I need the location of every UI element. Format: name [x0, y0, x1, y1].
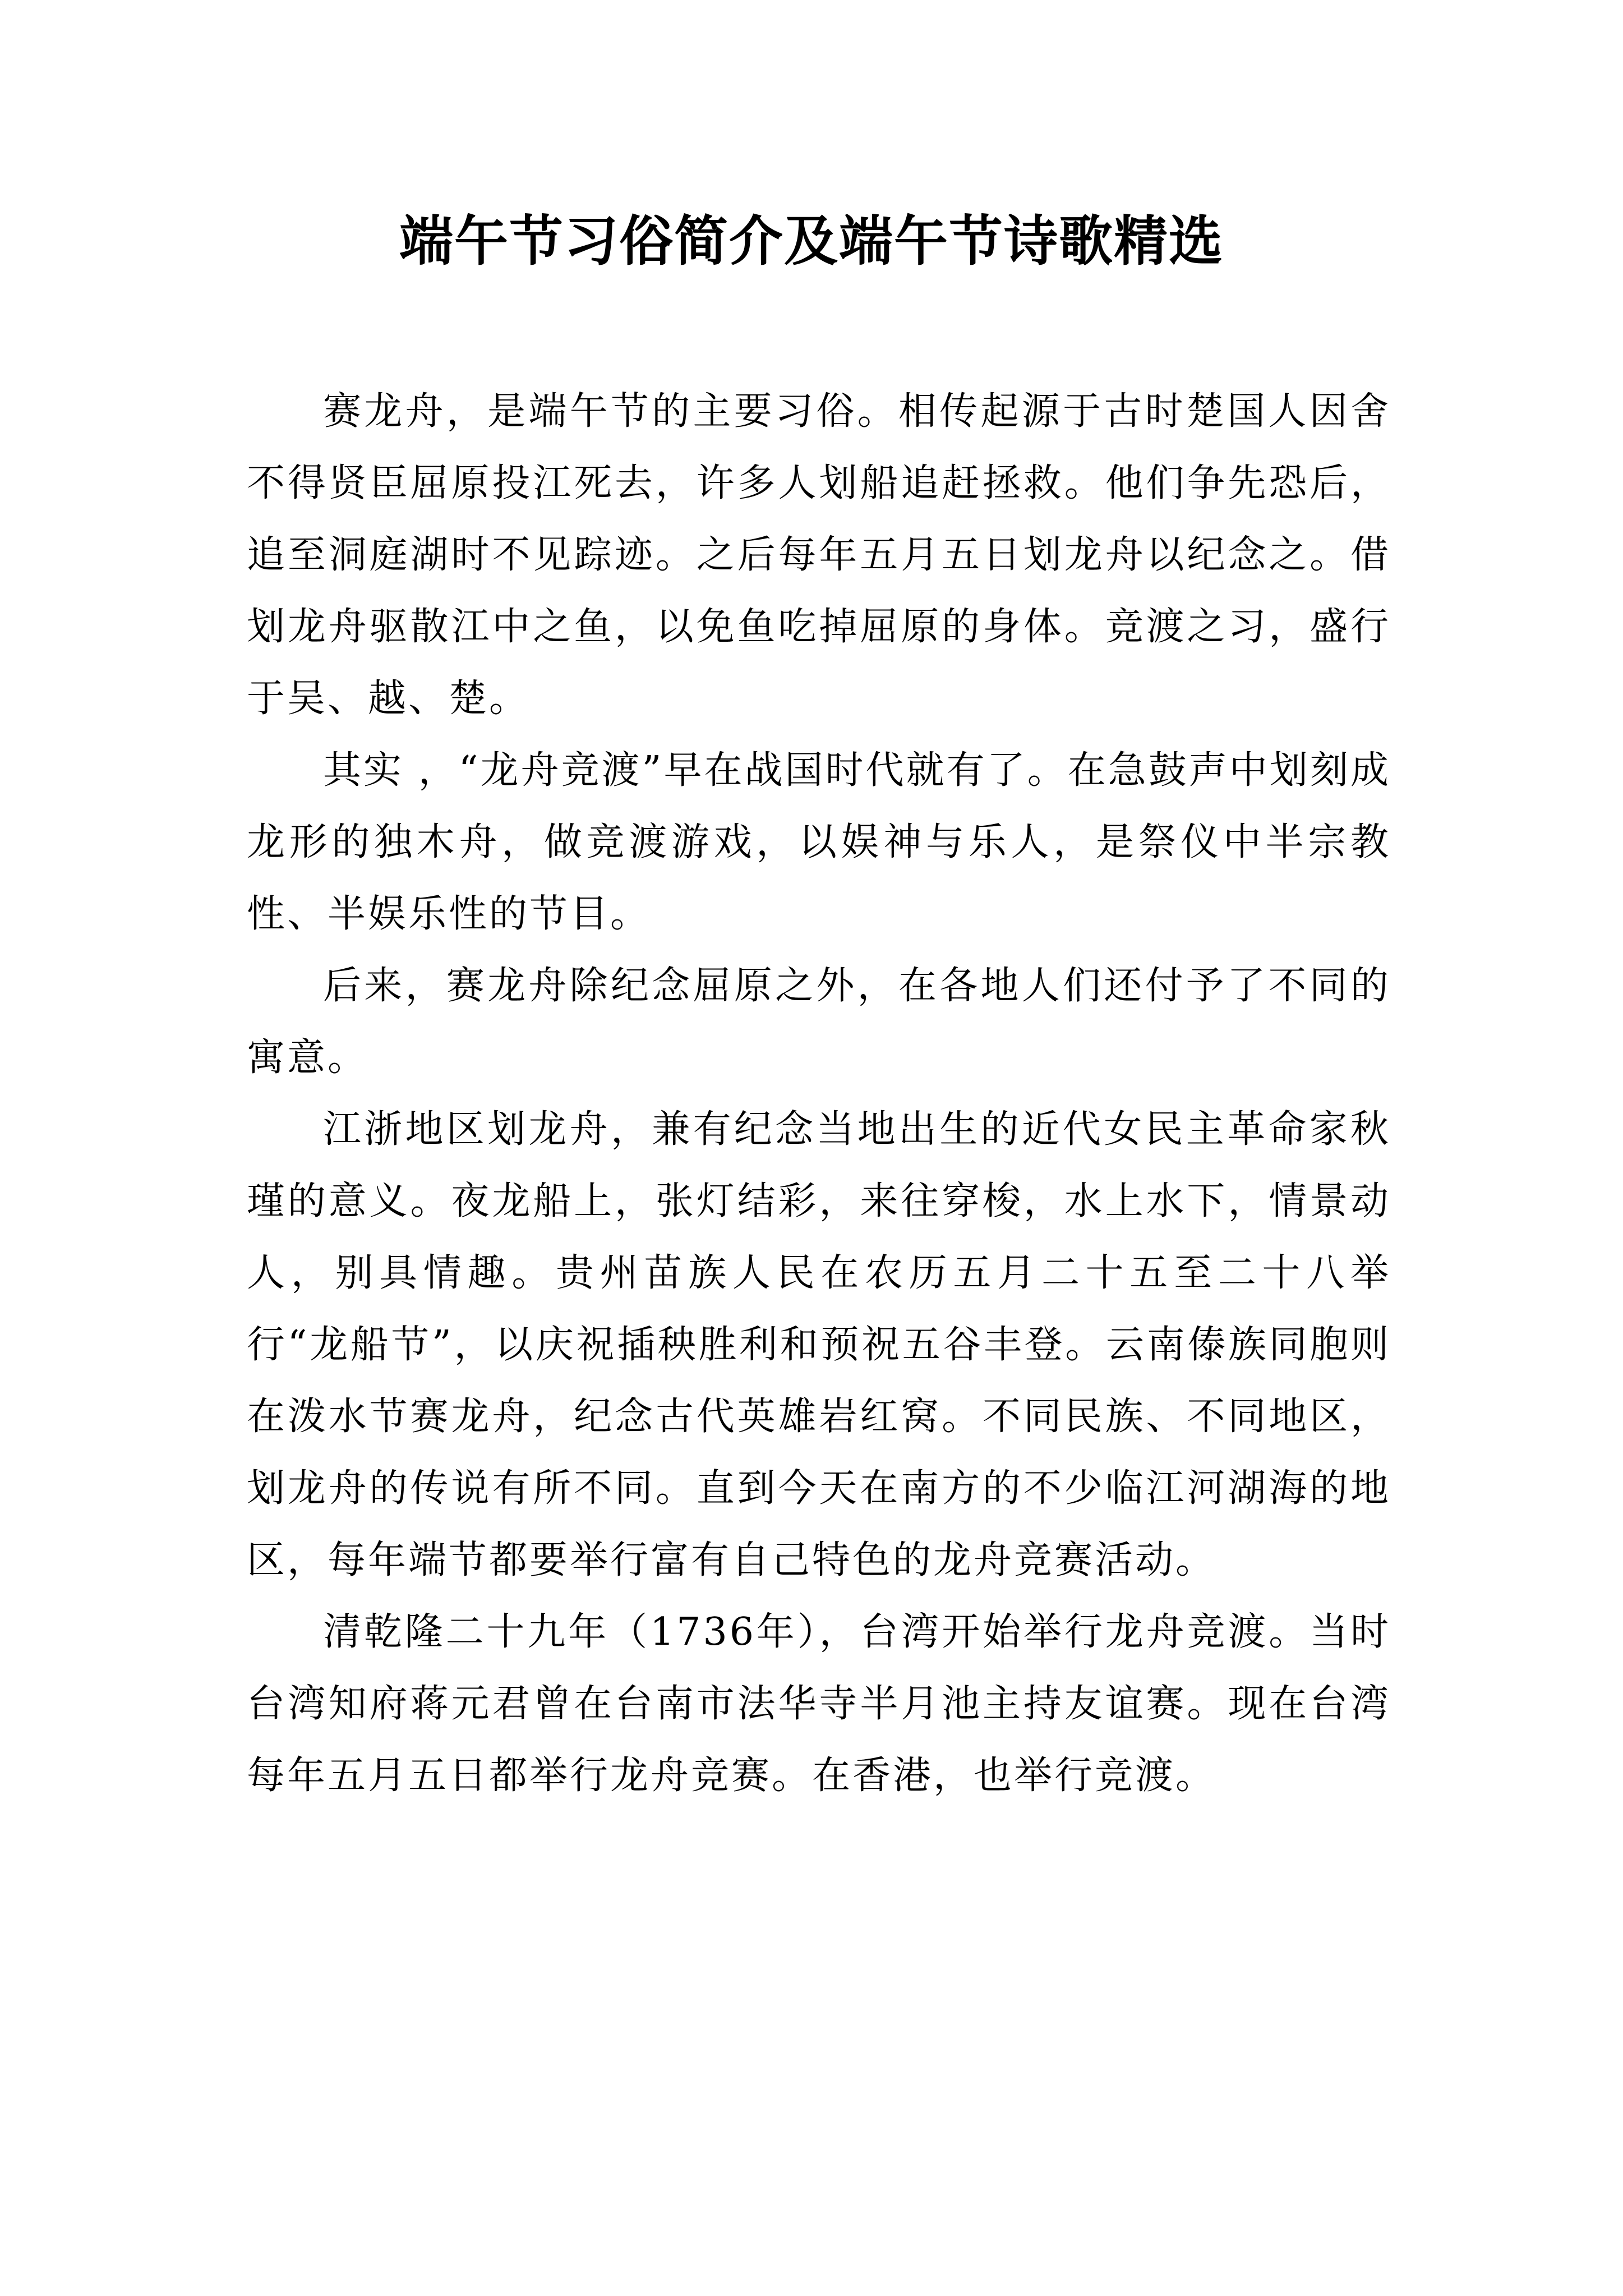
paragraph-taiwan-hongkong: 清乾隆二十九年（1736年），台湾开始举行龙舟竞渡。当时台湾知府蒋元君曾在台南市法华寺半月池主持友谊赛。现在台湾每年五月五日都举行龙舟竞赛。在香港，也举行竞渡。	[247, 1610, 1391, 1798]
document-title: 端午节习俗简介及端午节诗歌精选	[399, 209, 1224, 273]
paragraph-later-meanings: 后来，赛龙舟除纪念屈原之外，在各地人们还付予了不同的寓意。	[247, 964, 1391, 1080]
paragraph-warring-states: 其实 ，“龙舟竞渡”早在战国时代就有了。在急鼓声中划刻成龙形的独木舟，做竞渡游戏，以娱神与乐人，是祭仪中半宗教性、半娱乐性的节目。	[247, 748, 1391, 936]
paragraph-regional-customs: 江浙地区划龙舟，兼有纪念当地出生的近代女民主革命家秋瑾的意义。夜龙船上，张灯结彩，来往穿梭，水上水下，情景动人，别具情趣。贵州苗族人民在农历五月二十五至二十八举行“龙船节”，以庆祝插秧胜利和预祝五谷丰登。云南傣族同胞则在泼水节赛龙舟，纪念古代英雄岩红窝。不同民族、不同地区，划龙舟的传说有所不同。直到今天在南方的不少临江河湖海的地区，每年端节都要举行富有自己特色的龙舟竞赛活动。	[247, 1107, 1391, 1582]
paragraph-dragon-boat-origin: 赛龙舟，是端午节的主要习俗。相传起源于古时楚国人因舍不得贤臣屈原投江死去，许多人划船追赶拯救。他们争先恐后，追至洞庭湖时不见踪迹。之后每年五月五日划龙舟以纪念之。借划龙舟驱散江中之鱼，以免鱼吃掉屈原的身体。竞渡之习，盛行于吴、越、楚。	[247, 389, 1391, 721]
document-body	[247, 376, 1391, 1812]
